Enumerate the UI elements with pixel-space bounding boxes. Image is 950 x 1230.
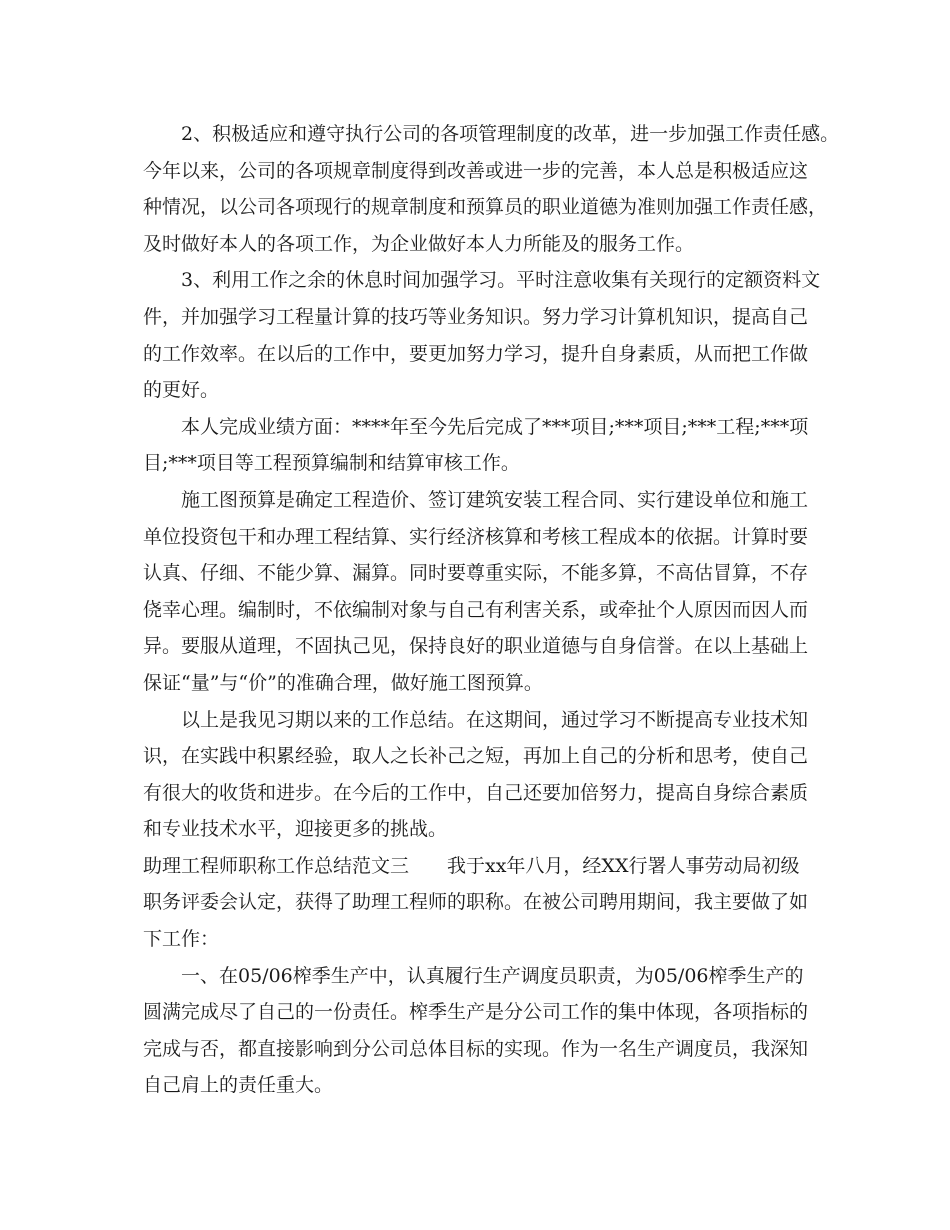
paragraph-2-line-2: 今年以来，公司的各项规章制度得到改善或进一步的完善，本人总是积极适应这 — [143, 159, 809, 182]
paragraph-3-line-4: 的更好。 — [143, 379, 220, 402]
summary-paragraph-line-1: 以上是我见习期以来的工作总结。在这期间，通过学习不断提高专业技术知 — [181, 708, 809, 731]
budget-paragraph-line-2: 单位投资包干和办理工程结算、实行经济核算和考核工程成本的依据。计算时要 — [143, 525, 809, 548]
sample-three-line-1: 助理工程师职称工作总结范文三 我于xx年八月，经XX行署人事劳动局初级 — [143, 854, 800, 877]
sample-three-line-2: 职务评委会认定，获得了助理工程师的职称。在被公司聘用期间，我主要做了如 — [143, 891, 809, 914]
budget-paragraph-line-6: 保证“量”与“价”的准确合理，做好施工图预算。 — [143, 671, 543, 694]
section-one-line-3: 完成与否，都直接影响到分公司总体目标的实现。作为一名生产调度员，我深知 — [143, 1037, 809, 1060]
budget-paragraph-line-3: 认真、仔细、不能少算、漏算。同时要尊重实际，不能多算，不高估冒算，不存 — [143, 562, 809, 585]
sample-three-line-3: 下工作： — [143, 928, 220, 951]
budget-paragraph-line-1: 施工图预算是确定工程造价、签订建筑安装工程合同、实行建设单位和施工 — [181, 488, 809, 511]
budget-paragraph-line-4: 侥幸心理。编制时，不依编制对象与自己有利害关系，或牵扯个人原因而因人而 — [143, 598, 809, 621]
section-one-line-4: 自己肩上的责任重大。 — [143, 1074, 334, 1097]
summary-paragraph-line-2: 识，在实践中积累经验，取人之长补己之短，再加上自己的分析和思考，使自己 — [143, 745, 809, 768]
section-one-line-2: 圆满完成尽了自己的一份责任。榨季生产是分公司工作的集中体现，各项指标的 — [143, 1001, 809, 1024]
achievements-line-2: 目;***项目等工程预算编制和结算审核工作。 — [143, 452, 520, 475]
document-body — [143, 116, 840, 1104]
summary-paragraph-line-4: 和专业技术水平，迎接更多的挑战。 — [143, 818, 448, 841]
summary-paragraph-line-3: 有很大的收货和进步。在今后的工作中，自己还要加倍努力，提高自身综合素质 — [143, 781, 809, 804]
paragraph-3-line-2: 件，并加强学习工程量计算的技巧等业务知识。努力学习计算机知识，提高自己 — [143, 305, 809, 328]
achievements-line-1: 本人完成业绩方面：****年至今先后完成了***项目;***项目;***工程;***项 — [181, 415, 809, 438]
paragraph-3-line-1: 3、利用工作之余的休息时间加强学习。平时注意收集有关现行的定额资料文 — [181, 269, 821, 292]
paragraph-2-line-1: 2、积极适应和遵守执行公司的各项管理制度的改革，进一步加强工作责任感。 — [181, 123, 840, 145]
paragraph-3-line-3: 的工作效率。在以后的工作中，要更加努力学习，提升自身素质，从而把工作做 — [143, 342, 809, 365]
paragraph-2-line-3: 种情况，以公司各项现行的规章制度和预算员的职业道德为准则加强工作责任感， — [143, 196, 828, 219]
budget-paragraph-line-5: 异。要服从道理，不固执己见，保持良好的职业道德与自身信誉。在以上基础上 — [143, 635, 809, 658]
paragraph-2-line-4: 及时做好本人的各项工作，为企业做好本人力所能及的服务工作。 — [143, 232, 695, 255]
section-one-line-1: 一、在05/06榨季生产中，认真履行生产调度员职责，为05/06榨季生产的 — [181, 964, 804, 987]
